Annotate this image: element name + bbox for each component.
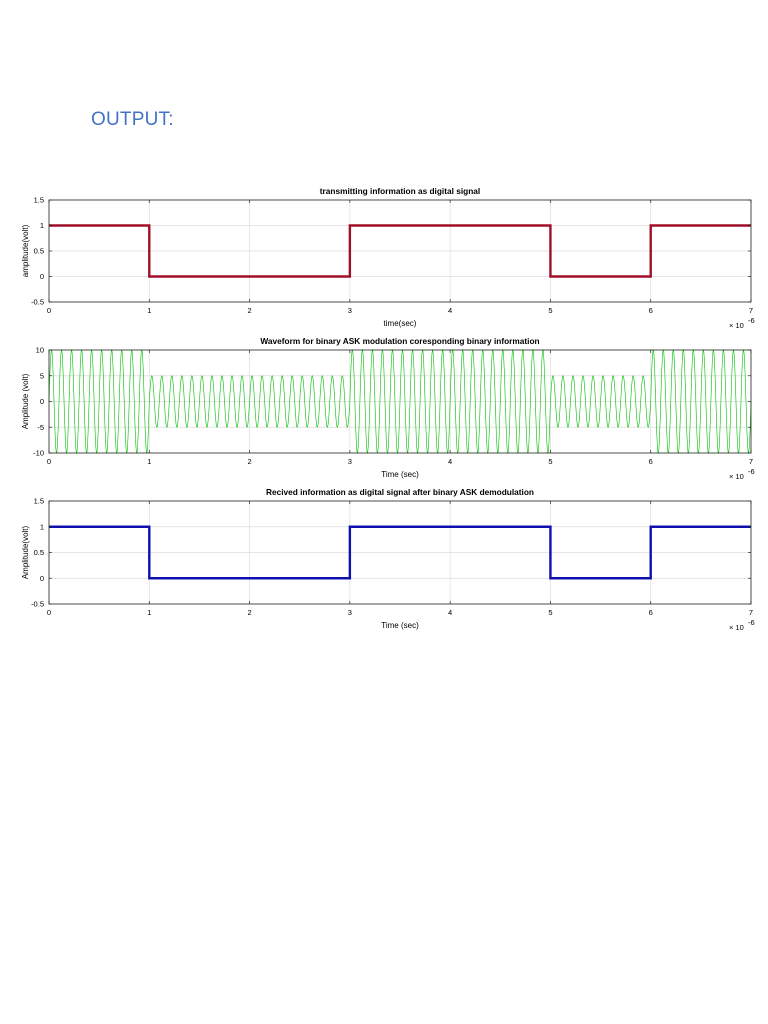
x-tick-label: 7 [748, 306, 754, 315]
x-tick-label: 6 [648, 306, 653, 315]
x-tick-label: 2 [247, 457, 252, 466]
x-exponent: -6 [748, 467, 755, 476]
y-tick-label: 10 [35, 345, 44, 355]
x-axis-label: Time (sec) [381, 621, 419, 630]
x-tick-label: 0 [46, 608, 52, 617]
x-tick-label: 1 [147, 457, 152, 466]
y-tick-label: 0.5 [33, 246, 44, 256]
x-tick-label: 6 [648, 608, 653, 617]
x-tick-label: 3 [347, 608, 352, 617]
y-tick-label: 1 [39, 221, 44, 231]
x-tick-label: 5 [548, 457, 553, 466]
y-tick-label: -0.5 [31, 297, 44, 307]
x-tick-label: 1 [147, 306, 152, 315]
x-tick-label: 6 [648, 457, 653, 466]
y-axis-label: amplitude(volt) [21, 224, 30, 278]
x-exponent: -6 [748, 316, 755, 325]
y-tick-label: -10 [33, 448, 44, 458]
y-tick-label: -0.5 [31, 599, 44, 609]
y-tick-label: 0.5 [33, 548, 44, 558]
x-axis-label: Time (sec) [381, 470, 419, 479]
y-axis-label: Amplitude(volt) [21, 525, 30, 580]
chart-1 [21, 186, 755, 330]
y-tick-label: 0 [39, 272, 44, 282]
y-tick-label: 0 [39, 573, 44, 583]
x-tick-label: 4 [448, 457, 453, 466]
x-tick-label: 1 [147, 608, 152, 617]
x-tick-label: 4 [448, 306, 453, 315]
x-multiplier: × 10 [729, 472, 744, 481]
output-heading: OUTPUT: [91, 109, 174, 130]
chart-title: transmitting information as digital signal [319, 186, 481, 196]
x-axis-label: time(sec) [383, 319, 417, 328]
chart-title: Waveform for binary ASK modulation coresponding binary information [260, 336, 540, 346]
y-tick-label: 1.5 [33, 195, 44, 205]
y-tick-label: 1 [39, 522, 44, 532]
x-tick-label: 7 [748, 457, 754, 466]
chart-3 [21, 487, 755, 632]
chart-title: Recived information as digital signal after binary ASK demodulation [265, 487, 535, 497]
chart-2 [21, 336, 755, 481]
x-tick-label: 5 [548, 306, 553, 315]
y-axis-label: Amplitude (volt) [21, 373, 30, 430]
x-tick-label: 2 [247, 608, 252, 617]
x-tick-label: 0 [46, 306, 52, 315]
y-tick-label: 0 [39, 397, 44, 407]
x-exponent: -6 [748, 618, 755, 627]
x-tick-label: 0 [46, 457, 52, 466]
x-tick-label: 3 [347, 306, 352, 315]
y-tick-label: 1.5 [33, 496, 44, 506]
y-tick-label: -5 [37, 422, 44, 432]
x-multiplier: × 10 [729, 623, 744, 632]
x-tick-label: 2 [247, 306, 252, 315]
x-multiplier: × 10 [729, 321, 744, 330]
x-tick-label: 3 [347, 457, 352, 466]
y-tick-label: 5 [39, 371, 44, 381]
x-tick-label: 7 [748, 608, 754, 617]
x-tick-label: 4 [448, 608, 453, 617]
x-tick-label: 5 [548, 608, 553, 617]
